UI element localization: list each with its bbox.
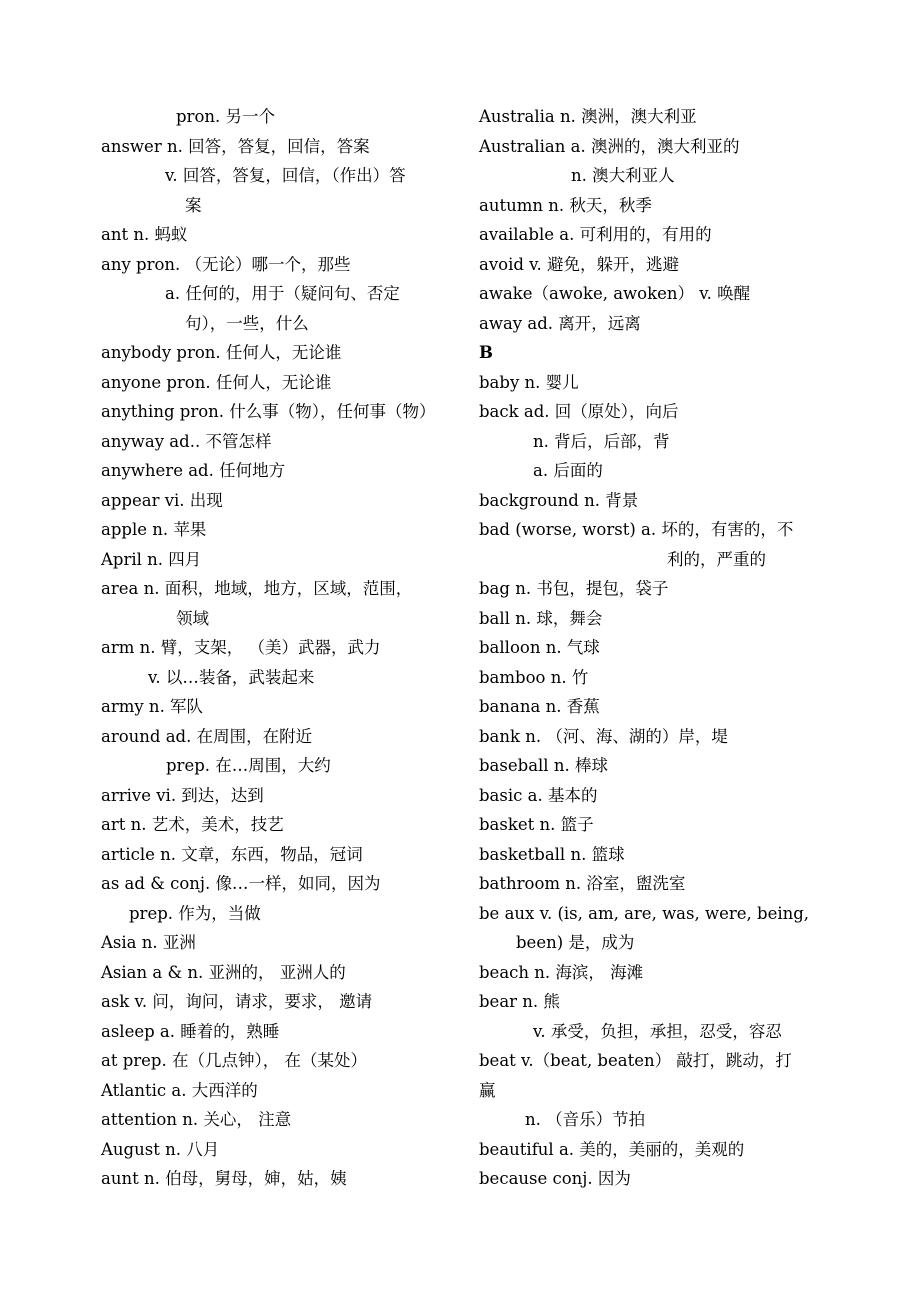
entry-line: n. 澳大利亚人 <box>571 166 675 185</box>
entry-line: basic a. 基本的 <box>479 785 598 805</box>
entry-line: 领域 <box>176 608 209 628</box>
entry-line: ant n. 蚂蚁 <box>101 225 188 244</box>
entry-line: Atlantic a. 大西洋的 <box>101 1080 258 1100</box>
entry-line: beach n. 海滨， 海滩 <box>479 962 644 982</box>
entry-line: bad (worse, worst) a. 坏的，有害的，不 <box>479 520 794 539</box>
entry-line: arrive vi. 到达，达到 <box>101 785 264 805</box>
entry-line: Australia n. 澳洲，澳大利亚 <box>479 107 697 126</box>
entry-line: 案 <box>185 195 202 215</box>
entry-line: a. 后面的 <box>533 461 603 480</box>
entry-line: n. 背后，后部，背 <box>533 431 670 451</box>
section-heading: B <box>479 343 493 362</box>
entry-line: any pron. （无论）哪一个，那些 <box>101 254 351 274</box>
entry-line: autumn n. 秋天，秋季 <box>479 195 652 215</box>
entry-line: asleep a. 睡着的，熟睡 <box>101 1021 280 1041</box>
entry-line: avoid v. 避免，躲开，逃避 <box>479 254 680 274</box>
entry-line: beautiful a. 美的，美丽的，美观的 <box>479 1139 745 1159</box>
entry-line: v. 以…装备，武装起来 <box>148 667 315 687</box>
entry-line: article n. 文章，东西，物品，冠词 <box>101 844 363 864</box>
entry-line: because conj. 因为 <box>479 1169 631 1188</box>
entry-line: prep. 在…周围，大约 <box>166 756 331 775</box>
entry-line: anyone pron. 任何人，无论谁 <box>101 372 332 392</box>
entry-line: basket n. 篮子 <box>479 815 594 834</box>
entry-line: 利的，严重的 <box>667 549 766 569</box>
entry-line: answer n. 回答，答复，回信，答案 <box>101 136 370 156</box>
entry-line: beat v.（beat, beaten） 敲打，跳动，打 <box>479 1051 792 1070</box>
entry-line: n. （音乐）节拍 <box>525 1110 646 1129</box>
entry-line: bank n. （河、海、湖的）岸，堤 <box>479 726 728 746</box>
entry-line: 赢 <box>479 1080 496 1100</box>
entry-line: banana n. 香蕉 <box>479 697 600 716</box>
entry-line: arm n. 臂，支架， （美）武器，武力 <box>101 638 381 657</box>
entry-line: awake（awoke, awoken） v. 唤醒 <box>479 284 751 303</box>
entry-line: balloon n. 气球 <box>479 638 600 657</box>
entry-line: appear vi. 出现 <box>101 490 223 510</box>
entry-line: apple n. 苹果 <box>101 520 207 539</box>
entry-line: bamboo n. 竹 <box>479 667 589 687</box>
entry-line: baby n. 婴儿 <box>479 372 579 392</box>
entry-line: bear n. 熊 <box>479 992 560 1011</box>
entry-line: as ad & conj. 像…一样，如同，因为 <box>101 874 381 893</box>
entry-line: around ad. 在周围，在附近 <box>101 726 313 746</box>
entry-line: area n. 面积，地域，地方，区域，范围， <box>101 579 413 598</box>
entry-line: basketball n. 篮球 <box>479 844 625 864</box>
entry-line: aunt n. 伯母，舅母，婶，姑，姨 <box>101 1169 347 1188</box>
entry-line: Asian a & n. 亚洲的， 亚洲人的 <box>101 962 346 982</box>
entry-line: art n. 艺术，美术，技艺 <box>101 815 284 834</box>
entry-line: v. 承受，负担，承担，忍受，容忍 <box>533 1021 782 1041</box>
entry-line: away ad. 离开，远离 <box>479 313 641 333</box>
entry-line: a. 任何的，用于（疑问句、否定 <box>165 284 400 303</box>
entry-line: prep. 作为，当做 <box>129 903 261 923</box>
entry-line: anywhere ad. 任何地方 <box>101 461 286 480</box>
entry-line: v. 回答，答复，回信，（作出）答 <box>165 166 406 185</box>
left-column <box>101 102 461 1194</box>
entry-line: ball n. 球，舞会 <box>479 608 603 628</box>
entry-line: anyway ad.. 不管怎样 <box>101 431 272 451</box>
entry-line: back ad. 回（原处），向后 <box>479 402 679 421</box>
entry-line: bag n. 书包，提包，袋子 <box>479 579 669 598</box>
entry-line: 句），一些，什么 <box>185 313 309 333</box>
entry-line: available a. 可利用的，有用的 <box>479 225 712 244</box>
entry-line: at prep. 在（几点钟）， 在（某处） <box>101 1051 367 1070</box>
entry-line: army n. 军队 <box>101 697 204 716</box>
entry-line: been) 是，成为 <box>516 933 635 952</box>
entry-line: pron. 另一个 <box>176 107 275 126</box>
entry-line: anything pron. 什么事（物），任何事（物） <box>101 402 436 421</box>
entry-line: anybody pron. 任何人，无论谁 <box>101 343 342 362</box>
entry-line: Australian a. 澳洲的，澳大利亚的 <box>479 136 740 156</box>
entry-line: April n. 四月 <box>101 549 202 569</box>
entry-line: baseball n. 棒球 <box>479 756 608 775</box>
entry-line: be aux v. (is, am, are, was, were, being, <box>479 903 810 923</box>
entry-line: August n. 八月 <box>101 1139 220 1159</box>
entry-line: bathroom n. 浴室，盥洗室 <box>479 874 686 893</box>
right-column <box>479 102 824 1194</box>
entry-line: attention n. 关心， 注意 <box>101 1110 292 1129</box>
entry-line: Asia n. 亚洲 <box>101 933 196 952</box>
entry-line: background n. 背景 <box>479 490 639 510</box>
entry-line: ask v. 问，询问，请求，要求， 邀请 <box>101 992 373 1011</box>
